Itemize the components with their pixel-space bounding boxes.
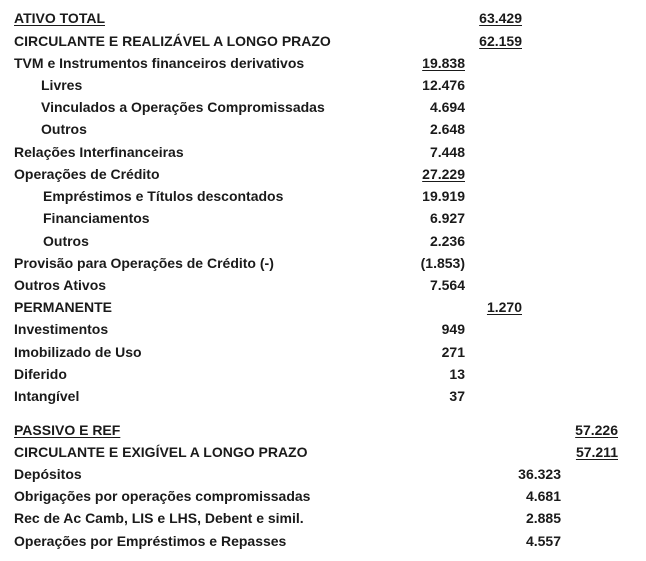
tvm-livres-label: Livres [41,77,83,93]
row-imobilizado [0,342,646,362]
ativo-total-label: ATIVO TOTAL [14,10,105,26]
tvm-livres-value: 12.476 [422,77,465,93]
obrigacoes-label: Obrigações por operações compromissadas [14,488,311,504]
imobilizado-value: 271 [441,344,465,360]
row-op-financiamentos [0,208,646,228]
circulante-exigivel-value: 57.211 [575,444,618,460]
op-outros-label: Outros [43,233,89,249]
relacoes-label: Relações Interfinanceiras [14,144,184,160]
operacoes-credito-label: Operações de Crédito [14,166,160,182]
passivo-ref-label: PASSIVO E REF [14,422,121,438]
passivo-ref-value: 57.226 [575,422,618,438]
diferido-label: Diferido [14,366,67,382]
row-obrigacoes [0,486,646,506]
row-circulante-exigivel [0,442,646,462]
row-outros-ativos [0,275,646,295]
row-ativo-total [0,8,646,28]
obrigacoes-value: 4.681 [525,488,561,504]
depositos-value: 36.323 [518,466,561,482]
row-investimentos [0,319,646,339]
operacoes-credito-value: 27.229 [422,166,465,182]
row-depositos [0,464,646,484]
tvm-vinculados-value: 4.694 [429,99,465,115]
circulante-exigivel-label: CIRCULANTE E EXIGÍVEL A LONGO PRAZO [14,444,308,460]
row-emprestimos-repasses [0,531,646,551]
investimentos-label: Investimentos [14,321,109,337]
op-emprestimos-value: 19.919 [422,188,465,204]
provisao-value: (1.853) [420,255,465,271]
row-tvm-livres [0,75,646,95]
op-financiamentos-label: Financiamentos [43,210,150,226]
row-provisao [0,253,646,273]
row-tvm-outros [0,119,646,139]
emprestimos-repasses-label: Operações por Empréstimos e Repasses [14,533,287,549]
circulante-realizavel-value: 62.159 [479,33,522,49]
op-emprestimos-label: Empréstimos e Títulos descontados [43,188,284,204]
intangivel-value: 37 [449,388,465,404]
row-diferido [0,364,646,384]
row-operacoes-credito [0,164,646,184]
outros-ativos-label: Outros Ativos [14,277,107,293]
permanente-label: PERMANENTE [14,299,113,315]
ativo-total-value: 63.429 [479,10,522,26]
row-relacoes [0,142,646,162]
investimentos-value: 949 [441,321,465,337]
row-circulante-realizavel [0,31,646,51]
relacoes-value: 7.448 [429,144,465,160]
row-tvm-vinculados [0,97,646,117]
op-outros-value: 2.236 [429,233,465,249]
diferido-value: 13 [449,366,465,382]
circulante-realizavel-label: CIRCULANTE E REALIZÁVEL A LONGO PRAZO [14,33,331,49]
rec-ac-label: Rec de Ac Camb, LIS e LHS, Debent e simil. [14,510,304,526]
row-op-emprestimos [0,186,646,206]
op-financiamentos-value: 6.927 [429,210,465,226]
row-passivo-ref [0,420,646,440]
row-op-outros [0,231,646,251]
tvm-vinculados-label: Vinculados a Operações Compromissadas [41,99,325,115]
imobilizado-label: Imobilizado de Uso [14,344,142,360]
row-rec-ac [0,508,646,528]
tvm-label: TVM e Instrumentos financeiros derivativos [14,55,305,71]
depositos-label: Depósitos [14,466,82,482]
permanente-value: 1.270 [486,299,522,315]
emprestimos-repasses-value: 4.557 [525,533,561,549]
row-intangivel [0,386,646,406]
rec-ac-value: 2.885 [525,510,561,526]
outros-ativos-value: 7.564 [429,277,465,293]
row-tvm [0,53,646,73]
tvm-outros-value: 2.648 [429,121,465,137]
tvm-value: 19.838 [422,55,465,71]
provisao-label: Provisão para Operações de Crédito (-) [14,255,274,271]
row-permanente [0,297,646,317]
tvm-outros-label: Outros [41,121,87,137]
intangivel-label: Intangível [14,388,80,404]
